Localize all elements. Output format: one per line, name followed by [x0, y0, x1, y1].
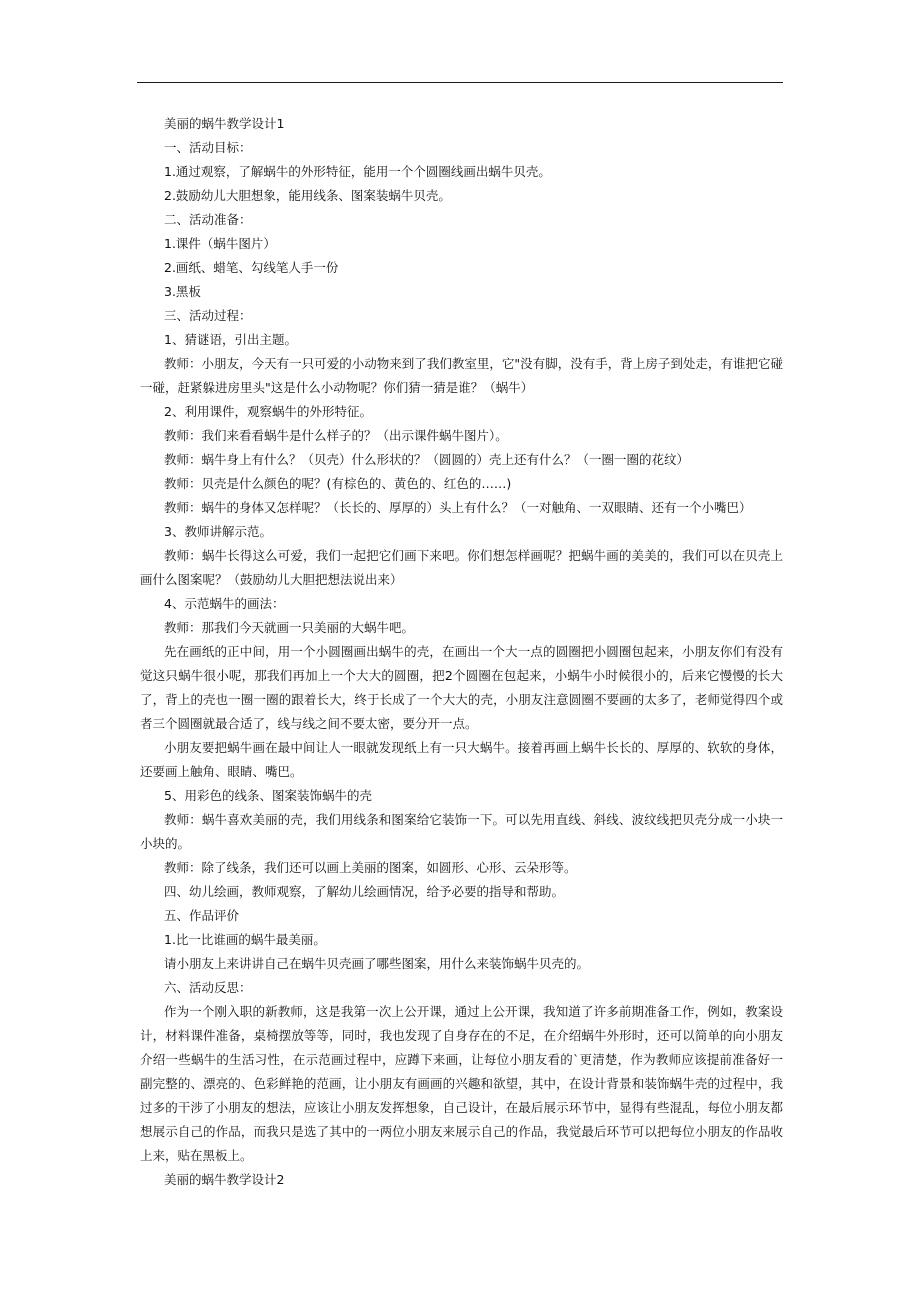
paragraph: 教师：那我们今天就画一只美丽的大蜗牛吧。: [164, 620, 415, 635]
paragraph: 三、活动过程：: [164, 308, 252, 323]
paragraph: 3.黑板: [164, 284, 201, 299]
paragraph: 美丽的蜗牛教学设计1: [164, 116, 285, 131]
paragraph: 教师：贝壳是什么颜色的呢？(有棕色的、黄色的、红色的……): [164, 476, 512, 491]
paragraph: 教师：蜗牛长得这么可爱，我们一起把它们画下来吧。你们想怎样画呢？把蜗牛画的美美的，我们可以在贝壳上画什么图案呢？（鼓励幼儿大胆把想法说出来）: [140, 548, 783, 587]
paragraph: 作为一个刚入职的新教师，这是我第一次上公开课，通过上公开课，我知道了许多前期准备工作，例如，教案设计，材料课件准备，桌椅摆放等等，同时，我也发现了自身存在的不足，在介绍蜗牛外形时，还可以简单的向小朋友介绍一些蜗牛的生活习性，在示范画过程中，应蹲下来画，让每位小朋友看的`更清楚，作为教师应该提前准备好一副完整的、漂亮的、色彩鲜艳的范画，让小朋友有画画的兴趣和欲望，其中，在设计背景和装饰蜗牛壳的过程中，我过多的干涉了小朋友的想法，应该让小朋友发挥想象，自己设计，在最后展示环节中，显得有些混乱，每位小朋友都想展示自己的作品，而我只是选了其中的一两位小朋友来展示自己的作品，我觉最后环节可以把每位小朋友的作品收上来，贴在黑板上。: [140, 1004, 783, 1163]
paragraph: 2.画纸、蜡笔、勾线笔人手一份: [164, 260, 339, 275]
paragraph: 5、用彩色的线条、图案装饰蜗牛的壳: [164, 788, 372, 803]
paragraph: 1.通过观察，了解蜗牛的外形特征，能用一个个圆圈线画出蜗牛贝壳。: [164, 164, 551, 179]
paragraph: 教师：蜗牛喜欢美丽的壳，我们用线条和图案给它装饰一下。可以先用直线、斜线、波纹线把贝壳分成一小块一小块的。: [140, 812, 783, 851]
paragraph: 教师：蜗牛身上有什么？（贝壳）什么形状的？（圆圆的）壳上还有什么？（一圈一圈的花纹）: [164, 452, 690, 467]
paragraph: 四、幼儿绘画，教师观察，了解幼儿绘画情况，给予必要的指导和帮助。: [164, 884, 565, 899]
document-body: [140, 112, 783, 1192]
paragraph: 教师：小朋友，今天有一只可爱的小动物来到了我们教室里，它"没有脚，没有手，背上房子到处走，有谁把它碰一碰，赶紧躲进房里头"这是什么小动物呢？你们猜一猜是谁？（蜗牛）: [140, 356, 783, 395]
paragraph: 4、示范蜗牛的画法：: [164, 596, 285, 611]
paragraph: 小朋友要把蜗牛画在最中间让人一眼就发现纸上有一只大蜗牛。接着再画上蜗牛长长的、厚厚的、软软的身体，还要画上触角、眼睛、嘴巴。: [140, 740, 783, 779]
paragraph: 请小朋友上来讲讲自己在蜗牛贝壳画了哪些图案，用什么来装饰蜗牛贝壳的。: [164, 956, 590, 971]
paragraph: 2、利用课件，观察蜗牛的外形特征。: [164, 404, 372, 419]
paragraph: 二、活动准备：: [164, 212, 252, 227]
paragraph: 1、猜谜语，引出主题。: [164, 332, 297, 347]
paragraph: 教师：蜗牛的身体又怎样呢？（长长的、厚厚的）头上有什么？（一对触角、一双眼睛、还有一个小嘴巴）: [164, 500, 752, 515]
paragraph: 一、活动目标：: [164, 140, 252, 155]
paragraph: 1.比一比谁画的蜗牛最美丽。: [164, 932, 326, 947]
paragraph: 六、活动反思：: [164, 980, 252, 995]
paragraph: 五、作品评价: [164, 908, 240, 923]
paragraph: 2.鼓励幼儿大胆想象，能用线条、图案装蜗牛贝壳。: [164, 188, 451, 203]
paragraph: 先在画纸的正中间，用一个小圆圈画出蜗牛的壳，在画出一个大一点的圆圈把小圆圈包起来，小朋友你们有没有觉这只蜗牛很小呢，那我们再加上一个大大的圆圈，把2个圆圈在包起来，小蜗牛小时候很小的，后来它慢慢的长大了，背上的壳也一圈一圈的跟着长大，终于长成了一个大大的壳，小朋友注意圆圈不要画的太多了，老师觉得四个或者三个圆圈就最合适了，线与线之间不要太密，要分开一点。: [140, 644, 783, 731]
paragraph: 教师：除了线条，我们还可以画上美丽的图案，如圆形、心形、云朵形等。: [164, 860, 577, 875]
paragraph: 美丽的蜗牛教学设计2: [164, 1172, 285, 1187]
header-rule: [137, 82, 783, 83]
paragraph: 3、教师讲解示范。: [164, 524, 272, 539]
paragraph: 教师：我们来看看蜗牛是什么样子的？（出示课件蜗牛图片）。: [164, 428, 508, 443]
paragraph: 1.课件（蜗牛图片）: [164, 236, 276, 251]
